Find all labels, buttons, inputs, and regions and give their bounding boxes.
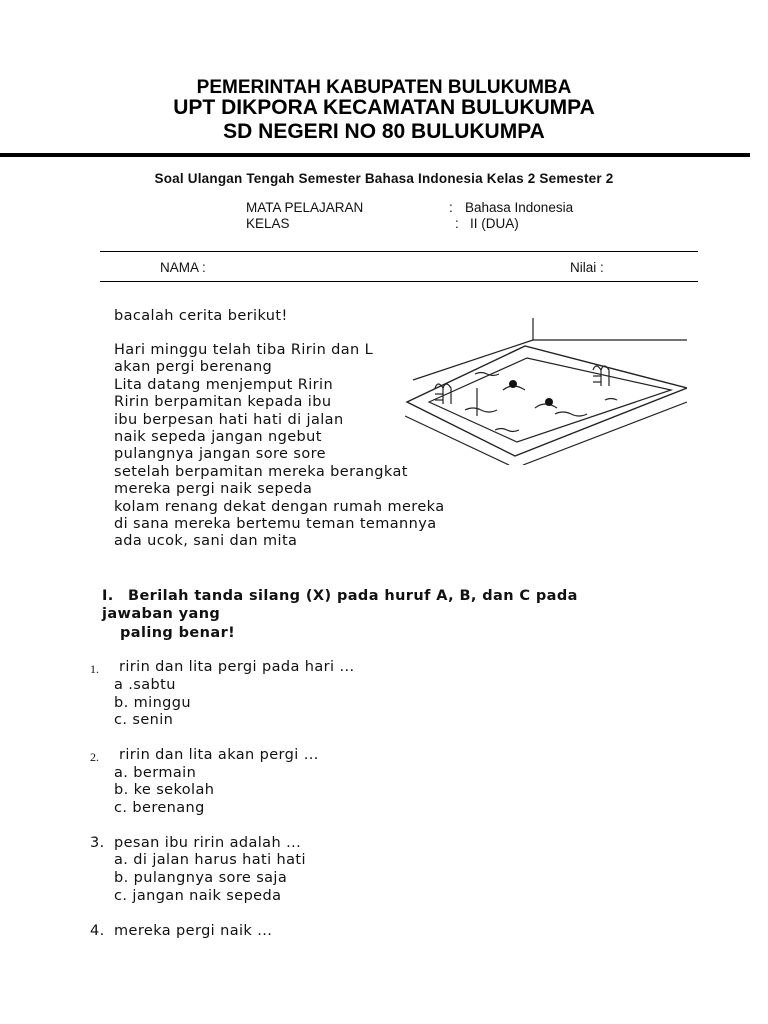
story-line: ada ucok, sani dan mita	[114, 533, 298, 550]
story-line: kolam renang dekat dengan rumah mereka	[114, 498, 445, 515]
score-label: Nilai :	[570, 260, 604, 275]
question-number: 3.	[90, 835, 105, 851]
instruction-line-3: paling benar!	[120, 625, 236, 641]
story-line: pulangnya jangan sore sore	[114, 446, 326, 463]
answer-option: a. bermain	[114, 765, 197, 781]
story-line: ibu berpesan hati hati di jalan	[114, 411, 344, 428]
question-text: pesan ibu ririn adalah ...	[114, 835, 302, 851]
story-heading: bacalah cerita berikut!	[114, 308, 288, 324]
instruction-line-2: jawaban yang	[102, 606, 221, 622]
story-line: Hari minggu telah tiba Ririn dan L	[114, 342, 374, 358]
class-value: II (DUA)	[470, 216, 519, 231]
story-line: Lita datang menjemput Ririn	[114, 376, 334, 393]
subject-label: MATA PELAJARAN	[246, 200, 364, 215]
answer-option: c. berenang	[114, 800, 205, 816]
header-government: PEMERINTAH KABUPATEN BULUKUMBA	[196, 77, 572, 98]
name-label: NAMA :	[160, 260, 206, 275]
question-text: ririn dan lita akan pergi ...	[119, 747, 319, 763]
section-numeral: I.	[102, 588, 114, 604]
subject-value: Bahasa Indonesia	[465, 200, 574, 215]
question-number: 1.	[90, 662, 99, 676]
question-text: mereka pergi naik ...	[114, 923, 273, 939]
header-department: UPT DIKPORA KECAMATAN BULUKUMPA	[173, 96, 595, 119]
answer-option: a. di jalan harus hati hati	[114, 852, 306, 868]
answer-option: a .sabtu	[114, 677, 176, 693]
answer-option: b. pulangnya sore saja	[114, 870, 288, 886]
story-line: mereka pergi naik sepeda	[114, 481, 313, 498]
class-separator: :	[455, 216, 459, 231]
question-number: 4.	[90, 923, 105, 939]
name-row-top-rule	[100, 251, 698, 252]
instruction-line-1: Berilah tanda silang (X) pada huruf A, B, dan C pada	[128, 588, 578, 604]
question-text: ririn dan lita pergi pada hari ...	[119, 659, 355, 675]
header-school: SD NEGERI NO 80 BULUKUMPA	[223, 120, 545, 143]
header-divider	[0, 153, 750, 157]
subject-separator: :	[449, 200, 453, 215]
story-line: naik sepeda jangan ngebut	[114, 429, 322, 446]
answer-option: b. minggu	[114, 695, 191, 711]
answer-option: c. senin	[114, 712, 174, 728]
question-number: 2.	[90, 750, 99, 764]
swimming-pool-illustration	[405, 318, 687, 465]
story-text	[114, 342, 445, 551]
exam-title: Soal Ulangan Tengah Semester Bahasa Indonesia Kelas 2 Semester 2	[154, 171, 614, 186]
story-line: akan pergi berenang	[114, 359, 273, 376]
answer-option: c. jangan naik sepeda	[114, 888, 282, 904]
story-line: Ririn berpamitan kepada ibu	[114, 394, 332, 411]
story-line: di sana mereka bertemu teman temannya	[114, 516, 437, 533]
name-row-bottom-rule	[100, 281, 698, 282]
answer-option: b. ke sekolah	[114, 782, 215, 798]
class-label: KELAS	[246, 216, 290, 231]
story-line: setelah berpamitan mereka berangkat	[114, 463, 408, 480]
